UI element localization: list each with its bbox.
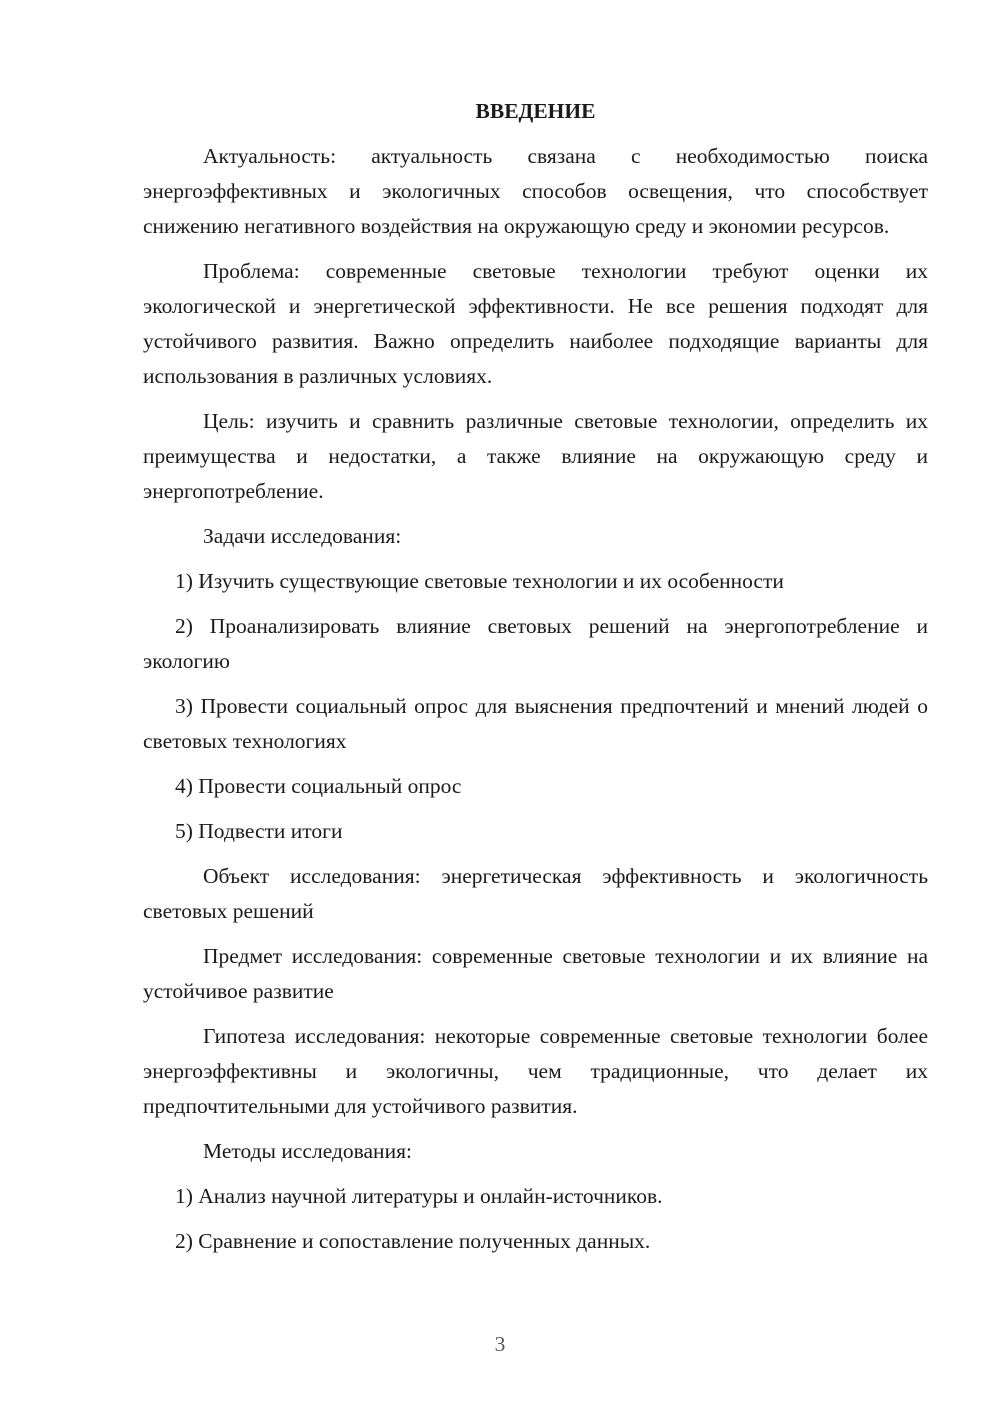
task-item: 4) Провести социальный опрос (175, 774, 462, 798)
object-paragraph: Объект исследования: энергетическая эффективность и экологичность световых решений (143, 864, 928, 923)
problem-paragraph: Проблема: современные световые технологии требуют оценки их экологической и энергетической эффективности. Не все решения подходят для устойчивого развития. Важно определить наиболее подходящие варианты для использования в различных условиях. (143, 259, 928, 388)
hypothesis-paragraph: Гипотеза исследования: некоторые современные световые технологии более энергоэффективны и экологичны, чем традиционные, что делает их предпочтительными для устойчивого развития. (143, 1024, 928, 1118)
page-number: 3 (494, 1332, 506, 1356)
task-item: 1) Изучить существующие световые технологии и их особенности (175, 569, 784, 593)
goal-paragraph: Цель: изучить и сравнить различные световые технологии, определить их преимущества и недостатки, а также влияние на окружающую среду и энергопотребление. (143, 409, 928, 503)
method-item: 2) Сравнение и сопоставление полученных данных. (175, 1229, 651, 1253)
section-title: ВВЕДЕНИЕ (475, 99, 596, 123)
tasks-heading: Задачи исследования: (203, 524, 402, 548)
subject-paragraph: Предмет исследования: современные световые технологии и их влияние на устойчивое развитие (143, 944, 928, 1003)
relevance-paragraph: Актуальность: актуальность связана с необходимостью поиска энергоэффективных и экологичных способов освещения, что способствует снижению негативного воздействия на окружающую среду и экономии ресурсов. (143, 144, 928, 238)
document-page (143, 94, 928, 1269)
task-item: 5) Подвести итоги (175, 819, 343, 843)
task-item: 2) Проанализировать влияние световых решений на энергопотребление и экологию (143, 614, 928, 673)
method-item: 1) Анализ научной литературы и онлайн-источников. (175, 1184, 663, 1208)
methods-heading: Методы исследования: (203, 1139, 412, 1163)
task-item: 3) Провести социальный опрос для выяснения предпочтений и мнений людей о световых технологиях (143, 694, 928, 753)
